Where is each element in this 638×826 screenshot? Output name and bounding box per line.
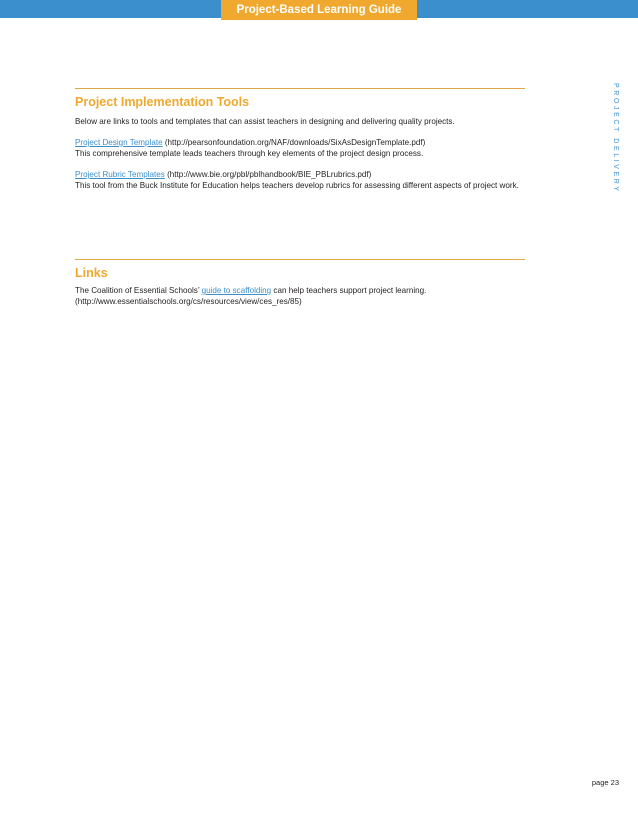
section-title: Project Implementation Tools — [75, 95, 250, 109]
list-item — [75, 169, 525, 191]
project-rubric-templates-link[interactable]: Project Rubric Templates — [75, 170, 165, 179]
links-section — [75, 259, 525, 307]
links-text-after: can help teachers support project learning. — [271, 286, 427, 295]
project-design-template-link[interactable]: Project Design Template — [75, 138, 163, 147]
item-url: (http://www.bie.org/pbl/pblhandbook/BIE_PBLrubrics.pdf) — [164, 170, 372, 179]
links-text-before: The Coalition of Essential Schools’ — [75, 286, 202, 295]
item-description: This comprehensive template leads teachers through key elements of the project design process. — [75, 149, 424, 158]
section-title: Links — [75, 266, 108, 280]
list-item — [75, 137, 525, 159]
section-intro: Below are links to tools and templates that can assist teachers in designing and delivering quality projects. — [75, 117, 455, 126]
links-url: (http://www.essentialschools.org/cs/resources/view/ces_res/85) — [75, 297, 302, 306]
guide-title-tab: Project-Based Learning Guide — [221, 0, 417, 20]
item-link-line — [75, 137, 525, 148]
page-number: page 23 — [591, 778, 619, 787]
item-url: (http://pearsonfoundation.org/NAF/downloads/SixAsDesignTemplate.pdf) — [162, 138, 426, 147]
section-side-label: PROJECT DELIVERY — [612, 83, 619, 194]
item-description: This tool from the Buck Institute for Education helps teachers develop rubrics for assessing different aspects of project work. — [75, 181, 519, 190]
implementation-tools-section — [75, 88, 525, 191]
item-link-line — [75, 169, 525, 180]
links-paragraph — [75, 285, 525, 307]
guide-to-scaffolding-link[interactable]: guide to scaffolding — [201, 286, 272, 295]
